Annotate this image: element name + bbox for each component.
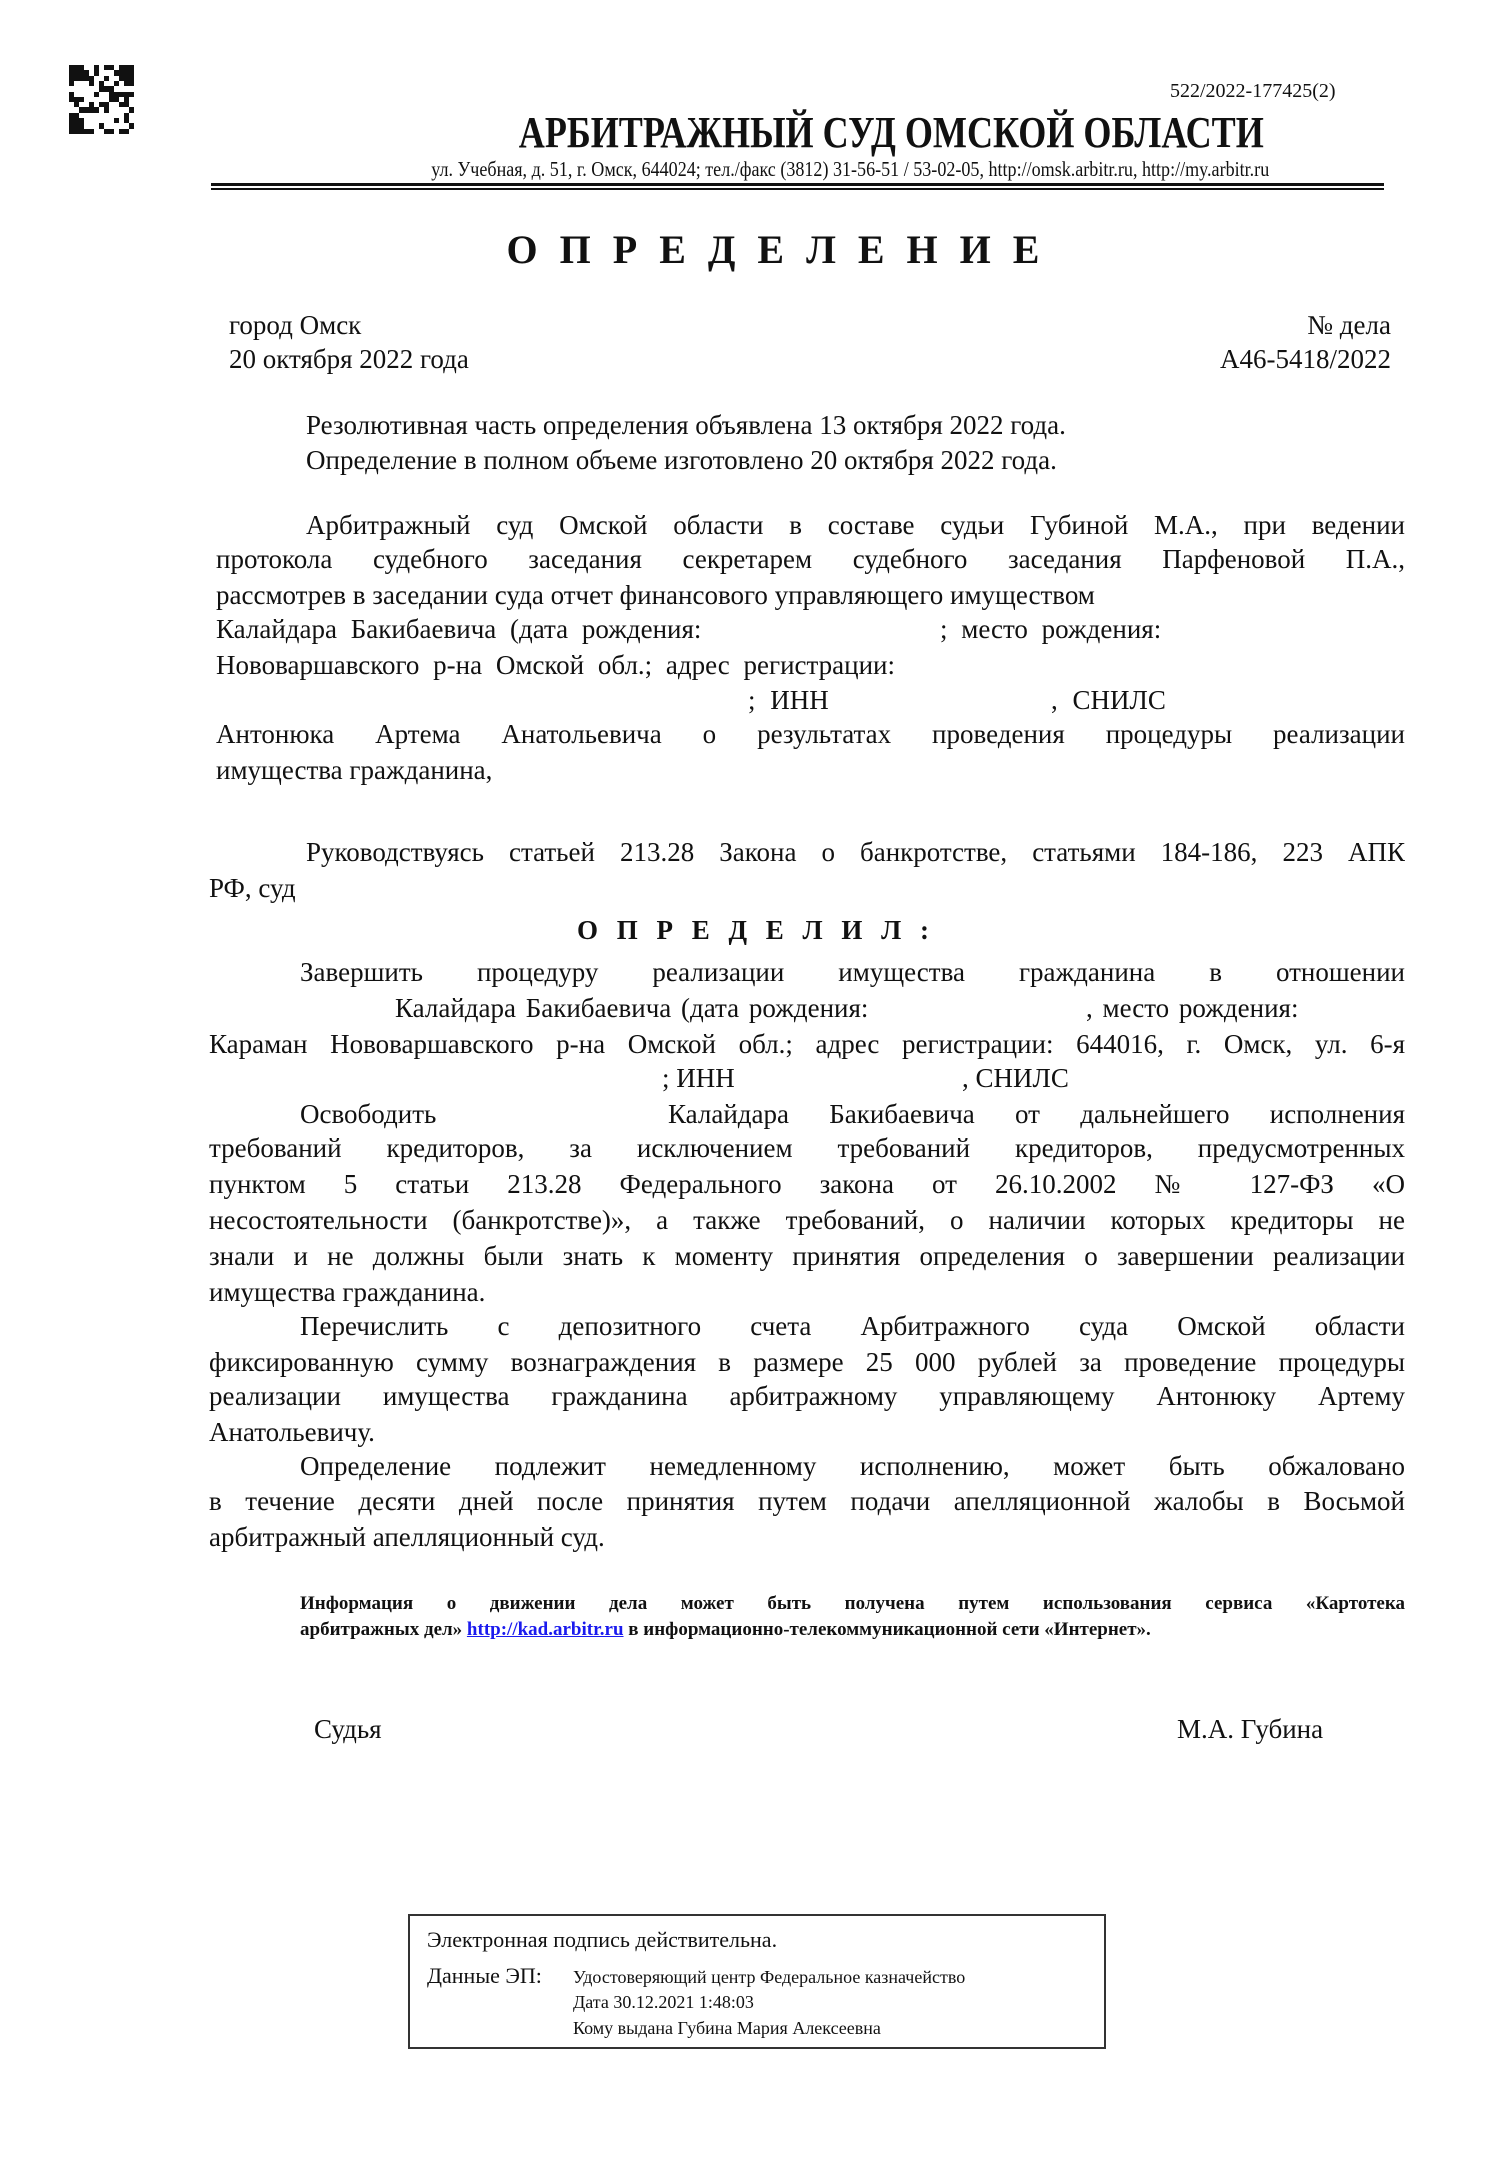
kad-link[interactable]: http://kad.arbitr.ru	[466, 1619, 624, 1640]
court-address-text: ул. Учебная, д. 51, г. Омск, 644024; тел./факс (3812) 31-56-51 / 53-02-05, http://omsk.arbitr.ru, http://my.arbitr.ru	[431, 157, 1270, 181]
ruling-line: требований кредиторов, за исключением требований кредиторов, предусмотренных	[209, 1133, 1405, 1163]
date: 20 октября 2022 года	[229, 344, 469, 374]
header-rule	[211, 183, 1384, 186]
court-address	[317, 157, 1384, 181]
esign-issuer: Удостоверяющий центр Федеральное казначейство	[573, 1967, 966, 1987]
intro-line: имущества гражданина,	[216, 755, 493, 785]
ruling-title: О П Р Е Д Е Л И Л :	[576, 915, 936, 945]
ruling-line: реализации имущества гражданина арбитражному управляющему Антонюку Артему	[209, 1381, 1405, 1411]
intro-line: рассмотрев в заседании суда отчет финансового управляющего имуществом	[216, 580, 1095, 610]
case-number: А46-5418/2022	[1220, 344, 1391, 374]
ruling-line: , СНИЛС	[962, 1063, 1069, 1093]
document-title: О П Р Е Д Е Л Е Н И Е	[506, 227, 1046, 272]
esign-status: Электронная подпись действительна.	[427, 1927, 778, 1952]
ruling-line: Перечислить с депозитного счета Арбитражного суда Омской области	[300, 1311, 1405, 1341]
ruling-line: Караман Нововаршавского р-на Омской обл.; адрес регистрации: 644016, г. Омск, ул. 6-я	[209, 1029, 1405, 1059]
ruling-line: имущества гражданина.	[209, 1277, 486, 1307]
court-name	[0, 108, 1512, 158]
esign-issued-to: Кому выдана Губина Мария Алексеевна	[573, 2018, 881, 2038]
ruling-line: ; ИНН	[662, 1063, 735, 1093]
header-rule-thin	[211, 188, 1384, 190]
court-name-text: АРБИТРАЖНЫЙ СУД ОМСКОЙ ОБЛАСТИ	[518, 108, 1264, 157]
document-code: 522/2022-177425(2)	[1170, 80, 1336, 102]
ruling-line: Освободить	[300, 1099, 437, 1129]
guided-line: Руководствуясь статьей 213.28 Закона о банкротстве, статьями 184-186, 223 АПК	[306, 837, 1405, 867]
info-line-2	[300, 1617, 1405, 1643]
ruling-line: в течение десяти дней после принятия путем подачи апелляционной жалобы в Восьмой	[209, 1486, 1405, 1516]
ruling-line: пунктом 5 статьи 213.28 Федерального закона от 26.10.2002 № 127-ФЗ «О	[209, 1169, 1405, 1199]
intro-line: Антонюка Артема Анатольевича о результатах проведения процедуры реализации	[216, 719, 1405, 749]
intro-line: , СНИЛС	[1051, 685, 1166, 715]
ruling-line: Завершить процедуру реализации имущества гражданина в отношении	[300, 957, 1405, 987]
announcement-line: Определение в полном объеме изготовлено 20 октября 2022 года.	[306, 445, 1057, 475]
intro-line: Калайдара Бакибаевича (дата рождения:	[216, 614, 702, 644]
ruling-line: фиксированную сумму вознаграждения в размере 25 000 рублей за проведение процедуры	[209, 1347, 1405, 1377]
signature-role: Судья	[314, 1714, 382, 1744]
esign-date: Дата 30.12.2021 1:48:03	[573, 1992, 754, 2012]
intro-line: Нововаршавского р-на Омской обл.; адрес регистрации:	[216, 650, 895, 680]
ruling-line: , место рождения:	[1086, 993, 1299, 1023]
info-line: Информация о движении дела может быть получена путем использования сервиса «Картотека	[300, 1593, 1405, 1614]
ruling-line: знали и не должны были знать к моменту принятия определения о завершении реализации	[209, 1241, 1405, 1271]
esign-label: Данные ЭП:	[427, 1963, 542, 1988]
ruling-line: Калайдара Бакибаевича (дата рождения:	[395, 993, 869, 1023]
guided-line: РФ, суд	[209, 873, 296, 903]
case-label: № дела	[1307, 310, 1391, 340]
intro-line: ; ИНН	[748, 685, 829, 715]
ruling-line: арбитражный апелляционный суд.	[209, 1522, 605, 1552]
city: город Омск	[229, 310, 362, 340]
signature-name: М.А. Губина	[1177, 1714, 1324, 1744]
info-text: в информационно-телекоммуникационной сети «Интернет».	[628, 1619, 1151, 1640]
intro-line: протокола судебного заседания секретарем судебного заседания Парфеновой П.А.,	[216, 544, 1405, 574]
ruling-line: Анатольевичу.	[209, 1417, 375, 1447]
announcement-line: Резолютивная часть определения объявлена 13 октября 2022 года.	[306, 410, 1066, 440]
ruling-line: несостоятельности (банкротстве)», а также требований, о наличии которых кредиторы не	[209, 1205, 1405, 1235]
intro-line: Арбитражный суд Омской области в составе судьи Губиной М.А., при ведении	[306, 510, 1405, 540]
info-text: арбитражных дел»	[300, 1619, 463, 1640]
ruling-line: Определение подлежит немедленному исполнению, может быть обжаловано	[300, 1451, 1405, 1481]
intro-line: ; место рождения:	[940, 614, 1162, 644]
ruling-line: Калайдара Бакибаевича от дальнейшего исполнения	[668, 1099, 1405, 1129]
